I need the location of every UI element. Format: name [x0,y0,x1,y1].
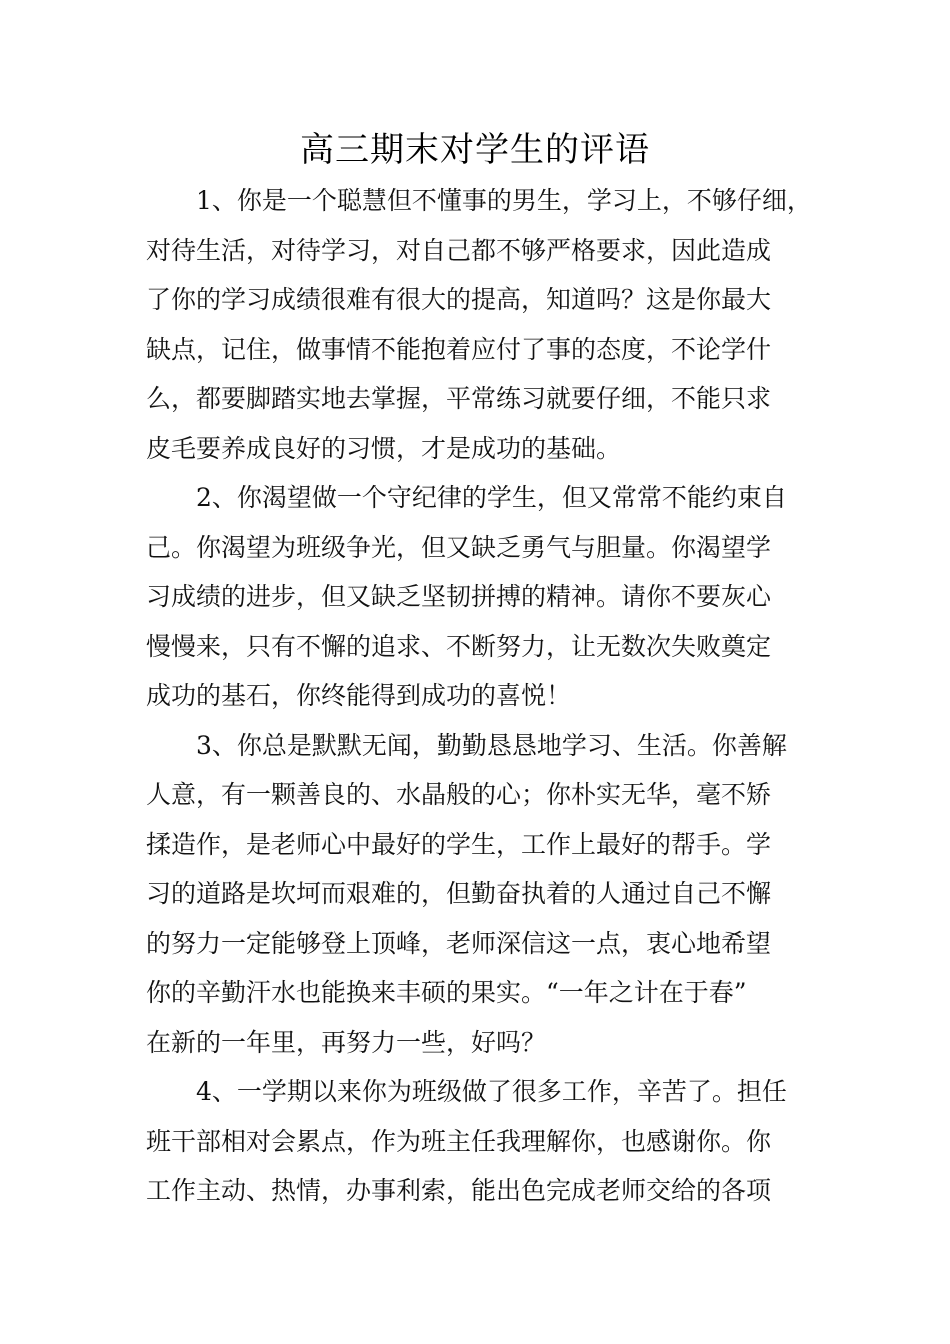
paragraph-line: 4、一学期以来你为班级做了很多工作，辛苦了。担任 [196,1077,787,1106]
document-title: 高三期末对学生的评语 [300,130,650,170]
paragraph-line: 慢慢来，只有不懈的追求、不断努力，让无数次失败奠定 [146,631,772,661]
paragraph-4 [146,1067,814,1216]
paragraph-line: 的努力一定能够登上顶峰，老师深信这一点，衷心地希望 [146,928,772,958]
paragraph-line: 习成绩的进步，但又缺乏坚韧拼搏的精神。请你不要灰心 [146,582,772,611]
paragraph-line: 1、你是一个聪慧但不懂事的男生，学习上，不够仔细， [196,186,812,215]
paragraph-line: 皮毛要养成良好的习惯，才是成功的基础。 [146,433,622,463]
paragraph-line: 在新的一年里，再努力一些，好吗？ [146,1027,547,1057]
paragraph-line: 了你的学习成绩很难有很大的提高，知道吗？这是你最大 [146,285,772,314]
paragraph-line: 2、你渴望做一个守纪律的学生，但又常常不能约束自 [196,483,787,512]
paragraph-1 [146,176,814,473]
paragraph-line: 揉造作，是老师心中最好的学生，工作上最好的帮手。学 [146,829,772,859]
paragraph-line: 么，都要脚踏实地去掌握，平常练习就要仔细，不能只求 [146,384,772,413]
document-body [146,176,814,1216]
paragraph-line: 工作主动、热情，办事利索，能出色完成老师交给的各项 [146,1176,772,1205]
paragraph-line: 习的道路是坎坷而艰难的，但勤奋执着的人通过自己不懈 [146,879,772,908]
paragraph-line: 己。你渴望为班级争光，但又缺乏勇气与胆量。你渴望学 [146,532,772,562]
paragraph-line: 人意，有一颗善良的、水晶般的心；你朴实无华，毫不矫 [146,780,772,809]
paragraph-line: 对待生活，对待学习，对自己都不够严格要求，因此造成 [146,235,772,265]
paragraph-line: 你的辛勤汗水也能换来丰硕的果实。“一年之计在于春” [146,978,747,1007]
paragraph-2 [146,473,814,721]
paragraph-line: 成功的基石，你终能得到成功的喜悦！ [146,681,572,710]
paragraph-line: 3、你总是默默无闻，勤勤恳恳地学习、生活。你善解 [196,730,787,760]
paragraph-3 [146,721,814,1068]
paragraph-line: 班干部相对会累点，作为班主任我理解你，也感谢你。你 [146,1126,772,1156]
paragraph-line: 缺点，记住，做事情不能抱着应付了事的态度，不论学什 [146,334,772,364]
